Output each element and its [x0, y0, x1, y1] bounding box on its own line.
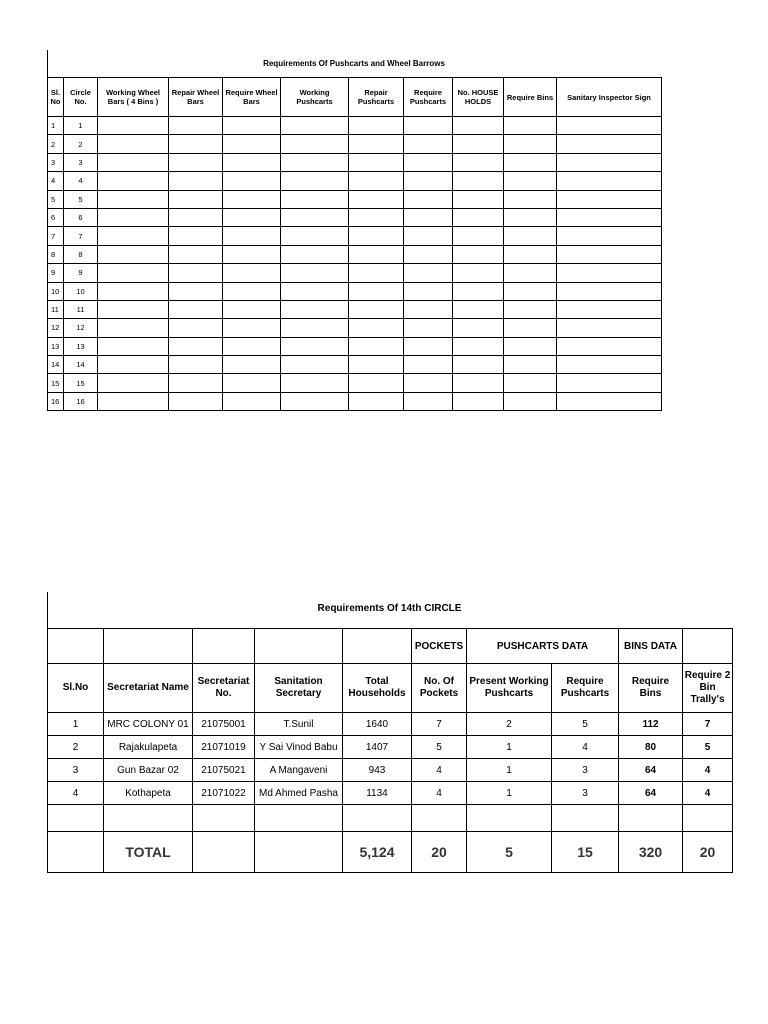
- secretariat-name-cell: Rajakulapeta: [104, 736, 193, 759]
- table-row: [48, 392, 662, 410]
- secretariat-no-cell: 21071019: [193, 736, 255, 759]
- require-pushcarts-cell: 3: [552, 782, 619, 805]
- households-cell: 1640: [343, 713, 412, 736]
- empty-cell: [169, 392, 223, 410]
- households-cell: 943: [343, 759, 412, 782]
- empty-cell: [349, 172, 404, 190]
- table2-header-row: [48, 664, 733, 713]
- header-repair-wheel-bars: Repair Wheel Bars: [169, 78, 223, 117]
- empty-cell: [404, 392, 453, 410]
- circle-no-cell: 1: [64, 117, 98, 135]
- empty-cell: [98, 282, 169, 300]
- empty-cell: [169, 208, 223, 226]
- empty-cell: [557, 282, 662, 300]
- empty-cell: [683, 629, 733, 664]
- require-bins-cell: 80: [619, 736, 683, 759]
- sl-no-cell: 2: [48, 736, 104, 759]
- sl-no-cell: 3: [48, 759, 104, 782]
- empty-cell: [453, 135, 504, 153]
- header-sl-no: Sl. No: [48, 78, 64, 117]
- total-require-pushcarts: 15: [552, 832, 619, 873]
- header-require-bins: Require Bins: [619, 664, 683, 713]
- empty-cell: [169, 282, 223, 300]
- table-row: [48, 319, 662, 337]
- empty-cell: [404, 356, 453, 374]
- empty-cell: [343, 629, 412, 664]
- total-label: TOTAL: [104, 832, 193, 873]
- pushcarts-requirements-table: [47, 77, 662, 411]
- empty-cell: [48, 805, 104, 832]
- empty-cell: [223, 172, 281, 190]
- header-total-households: Total Households: [343, 664, 412, 713]
- header-inspector-sign: Sanitary Inspector Sign: [557, 78, 662, 117]
- empty-cell: [504, 135, 557, 153]
- empty-cell: [504, 172, 557, 190]
- empty-cell: [453, 337, 504, 355]
- circle-no-cell: 16: [64, 392, 98, 410]
- empty-cell: [255, 629, 343, 664]
- circle-no-cell: 9: [64, 264, 98, 282]
- empty-cell: [223, 356, 281, 374]
- empty-cell: [223, 117, 281, 135]
- circle-no-cell: 13: [64, 337, 98, 355]
- empty-cell: [453, 319, 504, 337]
- working-pushcarts-cell: 2: [467, 713, 552, 736]
- empty-cell: [281, 245, 349, 263]
- empty-cell: [349, 356, 404, 374]
- empty-cell: [223, 245, 281, 263]
- empty-cell: [504, 392, 557, 410]
- empty-cell: [281, 208, 349, 226]
- header-repair-pushcarts: Repair Pushcarts: [349, 78, 404, 117]
- empty-cell: [169, 135, 223, 153]
- sheet-border-line: [47, 50, 48, 77]
- empty-cell: [557, 135, 662, 153]
- empty-cell: [281, 337, 349, 355]
- require-trallys-cell: 4: [683, 782, 733, 805]
- table-row: [48, 713, 733, 736]
- table-row: [48, 337, 662, 355]
- empty-cell: [557, 227, 662, 245]
- empty-cell: [552, 805, 619, 832]
- empty-cell: [223, 208, 281, 226]
- circle-no-cell: 3: [64, 153, 98, 171]
- table-row: [48, 356, 662, 374]
- empty-cell: [557, 264, 662, 282]
- require-bins-cell: 64: [619, 759, 683, 782]
- empty-cell: [98, 227, 169, 245]
- header-require-pushcarts: Require Pushcarts: [404, 78, 453, 117]
- pushcarts-requirements-sheet: [47, 50, 661, 411]
- empty-cell: [104, 805, 193, 832]
- empty-cell: [453, 117, 504, 135]
- empty-cell: [281, 153, 349, 171]
- empty-cell: [98, 337, 169, 355]
- circle-14-requirements-sheet: [47, 592, 732, 873]
- empty-cell: [281, 374, 349, 392]
- empty-cell: [349, 245, 404, 263]
- empty-cell: [281, 190, 349, 208]
- empty-cell: [349, 117, 404, 135]
- empty-cell: [98, 117, 169, 135]
- header-sanitation-secretary: Sanitation Secretary: [255, 664, 343, 713]
- table-row: [48, 117, 662, 135]
- circle-no-cell: 5: [64, 190, 98, 208]
- empty-cell: [557, 208, 662, 226]
- empty-cell: [169, 264, 223, 282]
- header-require-bin-trallys: Require 2 Bin Trally's: [683, 664, 733, 713]
- require-bins-cell: 112: [619, 713, 683, 736]
- empty-cell: [453, 208, 504, 226]
- empty-cell: [255, 832, 343, 873]
- sl-no-cell: 2: [48, 135, 64, 153]
- table-row: [48, 135, 662, 153]
- require-trallys-cell: 4: [683, 759, 733, 782]
- households-cell: 1134: [343, 782, 412, 805]
- empty-cell: [557, 190, 662, 208]
- header-require-pushcarts: Require Pushcarts: [552, 664, 619, 713]
- empty-cell: [343, 805, 412, 832]
- circle-no-cell: 15: [64, 374, 98, 392]
- empty-cell: [404, 190, 453, 208]
- empty-cell: [255, 805, 343, 832]
- empty-cell: [98, 264, 169, 282]
- header-working-wheel-bars: Working Wheel Bars ( 4 Bins ): [98, 78, 169, 117]
- empty-cell: [404, 245, 453, 263]
- empty-cell: [98, 374, 169, 392]
- group-bins-data: BINS DATA: [619, 629, 683, 664]
- empty-cell: [557, 374, 662, 392]
- empty-cell: [223, 135, 281, 153]
- sl-no-cell: 10: [48, 282, 64, 300]
- empty-cell: [453, 356, 504, 374]
- empty-cell: [169, 172, 223, 190]
- empty-cell: [98, 172, 169, 190]
- header-circle-no: Circle No.: [64, 78, 98, 117]
- empty-cell: [48, 832, 104, 873]
- empty-cell: [193, 832, 255, 873]
- empty-cell: [98, 356, 169, 374]
- working-pushcarts-cell: 1: [467, 782, 552, 805]
- empty-cell: [349, 282, 404, 300]
- empty-cell: [404, 282, 453, 300]
- empty-cell: [404, 337, 453, 355]
- total-working-pushcarts: 5: [467, 832, 552, 873]
- empty-cell: [557, 117, 662, 135]
- sl-no-cell: 6: [48, 208, 64, 226]
- require-trallys-cell: 5: [683, 736, 733, 759]
- empty-cell: [404, 208, 453, 226]
- sl-no-cell: 7: [48, 227, 64, 245]
- table-row: [48, 264, 662, 282]
- require-trallys-cell: 7: [683, 713, 733, 736]
- circle-no-cell: 12: [64, 319, 98, 337]
- empty-cell: [349, 392, 404, 410]
- empty-cell: [281, 282, 349, 300]
- empty-cell: [223, 264, 281, 282]
- empty-cell: [281, 227, 349, 245]
- empty-cell: [98, 300, 169, 318]
- empty-cell: [349, 153, 404, 171]
- circle-no-cell: 10: [64, 282, 98, 300]
- empty-cell: [557, 337, 662, 355]
- group-pockets: POCKETS: [412, 629, 467, 664]
- circle-no-cell: 2: [64, 135, 98, 153]
- sl-no-cell: 16: [48, 392, 64, 410]
- empty-cell: [98, 135, 169, 153]
- empty-cell: [557, 300, 662, 318]
- table-row: [48, 736, 733, 759]
- table1-header-row: [48, 78, 662, 117]
- sl-no-cell: 9: [48, 264, 64, 282]
- empty-cell: [223, 190, 281, 208]
- empty-cell: [281, 356, 349, 374]
- group-header-row: [48, 629, 733, 664]
- empty-cell: [223, 337, 281, 355]
- empty-cell: [504, 117, 557, 135]
- sl-no-cell: 15: [48, 374, 64, 392]
- table-row: [48, 374, 662, 392]
- empty-cell: [453, 153, 504, 171]
- empty-cell: [169, 337, 223, 355]
- empty-cell: [169, 190, 223, 208]
- empty-cell: [619, 805, 683, 832]
- empty-cell: [169, 153, 223, 171]
- empty-cell: [169, 300, 223, 318]
- empty-cell: [504, 208, 557, 226]
- empty-cell: [349, 374, 404, 392]
- empty-cell: [349, 319, 404, 337]
- circle-no-cell: 6: [64, 208, 98, 226]
- empty-cell: [98, 319, 169, 337]
- sanitation-secretary-cell: Y Sai Vinod Babu: [255, 736, 343, 759]
- working-pushcarts-cell: 1: [467, 736, 552, 759]
- circle-no-cell: 4: [64, 172, 98, 190]
- empty-cell: [281, 300, 349, 318]
- circle-14-requirements-table: [47, 628, 733, 873]
- empty-cell: [223, 153, 281, 171]
- empty-cell: [504, 282, 557, 300]
- circle-no-cell: 11: [64, 300, 98, 318]
- empty-cell: [404, 300, 453, 318]
- header-no-of-pockets: No. Of Pockets: [412, 664, 467, 713]
- table-row: [48, 208, 662, 226]
- sl-no-cell: 11: [48, 300, 64, 318]
- empty-cell: [349, 300, 404, 318]
- table-row: [48, 190, 662, 208]
- empty-cell: [404, 374, 453, 392]
- empty-cell: [223, 300, 281, 318]
- table-row: [48, 300, 662, 318]
- empty-cell: [349, 208, 404, 226]
- empty-cell: [98, 392, 169, 410]
- empty-cell: [557, 319, 662, 337]
- secretariat-no-cell: 21075001: [193, 713, 255, 736]
- empty-cell: [281, 135, 349, 153]
- sl-no-cell: 13: [48, 337, 64, 355]
- empty-cell: [281, 172, 349, 190]
- header-sl-no: Sl.No: [48, 664, 104, 713]
- empty-cell: [504, 264, 557, 282]
- empty-cell: [281, 319, 349, 337]
- empty-cell: [104, 629, 193, 664]
- empty-cell: [467, 805, 552, 832]
- header-present-working-pushcarts: Present Working Pushcarts: [467, 664, 552, 713]
- table-row: [48, 245, 662, 263]
- empty-cell: [557, 392, 662, 410]
- empty-cell: [169, 245, 223, 263]
- blank-row: [48, 805, 733, 832]
- total-pockets: 20: [412, 832, 467, 873]
- empty-cell: [557, 245, 662, 263]
- sl-no-cell: 3: [48, 153, 64, 171]
- header-households: No. HOUSE HOLDS: [453, 78, 504, 117]
- empty-cell: [557, 172, 662, 190]
- empty-cell: [504, 374, 557, 392]
- empty-cell: [193, 805, 255, 832]
- header-require-wheel-bars: Require Wheel Bars: [223, 78, 281, 117]
- empty-cell: [223, 319, 281, 337]
- empty-cell: [504, 319, 557, 337]
- sl-no-cell: 14: [48, 356, 64, 374]
- empty-cell: [557, 153, 662, 171]
- secretariat-no-cell: 21075021: [193, 759, 255, 782]
- sanitation-secretary-cell: T.Sunil: [255, 713, 343, 736]
- total-households: 5,124: [343, 832, 412, 873]
- sl-no-cell: 12: [48, 319, 64, 337]
- total-require-trallys: 20: [683, 832, 733, 873]
- require-pushcarts-cell: 4: [552, 736, 619, 759]
- total-require-bins: 320: [619, 832, 683, 873]
- empty-cell: [98, 208, 169, 226]
- table1-title: Requirements Of Pushcarts and Wheel Barrows: [263, 59, 445, 68]
- group-pushcarts-data: PUSHCARTS DATA: [467, 629, 619, 664]
- empty-cell: [504, 337, 557, 355]
- empty-cell: [453, 245, 504, 263]
- empty-cell: [412, 805, 467, 832]
- empty-cell: [557, 356, 662, 374]
- empty-cell: [223, 374, 281, 392]
- sheet-border-line: [47, 592, 48, 628]
- empty-cell: [504, 300, 557, 318]
- sl-no-cell: 5: [48, 190, 64, 208]
- circle-no-cell: 7: [64, 227, 98, 245]
- table-row: [48, 759, 733, 782]
- sl-no-cell: 8: [48, 245, 64, 263]
- table-row: [48, 172, 662, 190]
- table-row: [48, 282, 662, 300]
- require-bins-cell: 64: [619, 782, 683, 805]
- households-cell: 1407: [343, 736, 412, 759]
- sanitation-secretary-cell: Md Ahmed Pasha: [255, 782, 343, 805]
- table2-title: Requirements Of 14th CIRCLE: [317, 603, 462, 614]
- empty-cell: [404, 172, 453, 190]
- secretariat-no-cell: 21071022: [193, 782, 255, 805]
- empty-cell: [683, 805, 733, 832]
- total-row: [48, 832, 733, 873]
- empty-cell: [281, 264, 349, 282]
- empty-cell: [349, 264, 404, 282]
- empty-cell: [223, 282, 281, 300]
- empty-cell: [404, 319, 453, 337]
- empty-cell: [404, 135, 453, 153]
- pockets-cell: 4: [412, 782, 467, 805]
- empty-cell: [504, 227, 557, 245]
- empty-cell: [98, 245, 169, 263]
- empty-cell: [169, 356, 223, 374]
- table-row: [48, 227, 662, 245]
- header-working-pushcarts: Working Pushcarts: [281, 78, 349, 117]
- working-pushcarts-cell: 1: [467, 759, 552, 782]
- empty-cell: [404, 117, 453, 135]
- empty-cell: [453, 300, 504, 318]
- empty-cell: [404, 227, 453, 245]
- empty-cell: [193, 629, 255, 664]
- require-pushcarts-cell: 3: [552, 759, 619, 782]
- empty-cell: [98, 153, 169, 171]
- pockets-cell: 7: [412, 713, 467, 736]
- empty-cell: [169, 374, 223, 392]
- empty-cell: [453, 264, 504, 282]
- empty-cell: [504, 190, 557, 208]
- sl-no-cell: 4: [48, 172, 64, 190]
- empty-cell: [453, 172, 504, 190]
- empty-cell: [349, 135, 404, 153]
- empty-cell: [453, 282, 504, 300]
- empty-cell: [281, 117, 349, 135]
- empty-cell: [404, 153, 453, 171]
- table-row: [48, 153, 662, 171]
- empty-cell: [453, 392, 504, 410]
- pockets-cell: 5: [412, 736, 467, 759]
- empty-cell: [281, 392, 349, 410]
- sl-no-cell: 4: [48, 782, 104, 805]
- empty-cell: [223, 392, 281, 410]
- empty-cell: [169, 319, 223, 337]
- header-require-bins: Require Bins: [504, 78, 557, 117]
- pockets-cell: 4: [412, 759, 467, 782]
- header-secretariat-name: Secretariat Name: [104, 664, 193, 713]
- header-secretariat-no: Secretariat No.: [193, 664, 255, 713]
- sanitation-secretary-cell: A Mangaveni: [255, 759, 343, 782]
- circle-no-cell: 14: [64, 356, 98, 374]
- sl-no-cell: 1: [48, 117, 64, 135]
- empty-cell: [169, 227, 223, 245]
- secretariat-name-cell: Gun Bazar 02: [104, 759, 193, 782]
- secretariat-name-cell: Kothapeta: [104, 782, 193, 805]
- empty-cell: [453, 227, 504, 245]
- empty-cell: [404, 264, 453, 282]
- empty-cell: [98, 190, 169, 208]
- empty-cell: [169, 117, 223, 135]
- empty-cell: [504, 245, 557, 263]
- empty-cell: [349, 337, 404, 355]
- secretariat-name-cell: MRC COLONY 01: [104, 713, 193, 736]
- empty-cell: [48, 629, 104, 664]
- table-row: [48, 782, 733, 805]
- empty-cell: [504, 356, 557, 374]
- require-pushcarts-cell: 5: [552, 713, 619, 736]
- empty-cell: [504, 153, 557, 171]
- sl-no-cell: 1: [48, 713, 104, 736]
- empty-cell: [223, 227, 281, 245]
- empty-cell: [349, 190, 404, 208]
- empty-cell: [349, 227, 404, 245]
- empty-cell: [453, 374, 504, 392]
- empty-cell: [453, 190, 504, 208]
- circle-no-cell: 8: [64, 245, 98, 263]
